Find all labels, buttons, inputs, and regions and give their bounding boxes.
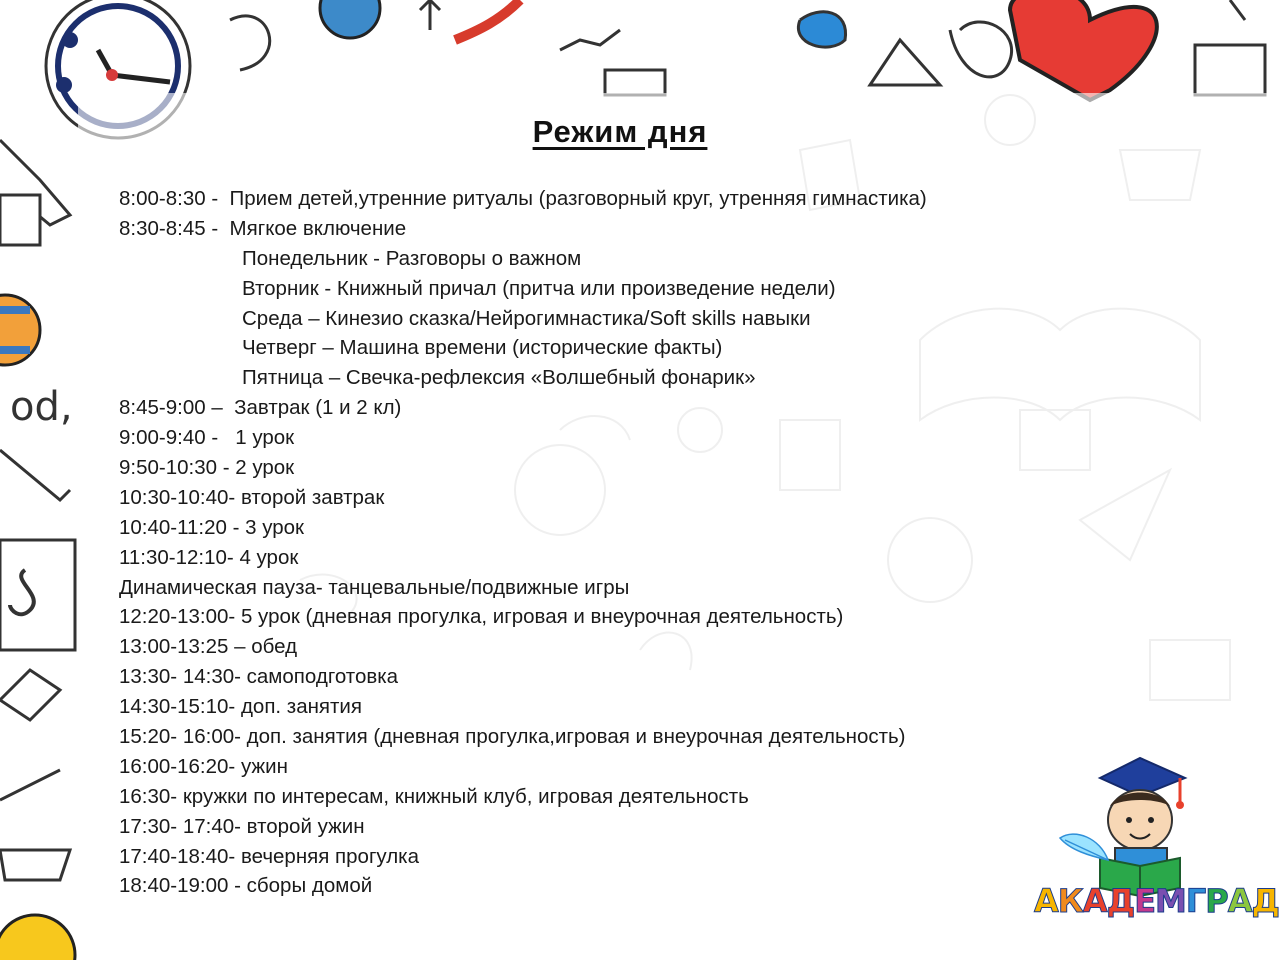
schedule-activity: 4 урок (239, 545, 299, 569)
schedule-list (119, 184, 927, 901)
schedule-time: 17:40-18:40- (119, 844, 241, 868)
logo-text (1034, 882, 1279, 920)
schedule-activity: 5 урок (дневная прогулка, игровая и внеурочная деятельность) (240, 605, 844, 629)
schedule-time: 12:20-13:00- (119, 605, 241, 629)
logo-letter: Г (1185, 882, 1206, 920)
logo-letter: Д (1251, 882, 1279, 920)
schedule-item (119, 543, 927, 573)
svg-text:od,: od, (10, 384, 73, 430)
schedule-activity: 1 урок (235, 426, 295, 450)
schedule-time: 13:00-13:25 – (119, 635, 252, 659)
schedule-time: 17:30- 17:40- (119, 814, 247, 838)
logo-letter: Р (1205, 882, 1228, 920)
logo-letter: Е (1134, 882, 1156, 920)
schedule-activity: Вторник - Книжный причал (притча или произведение недели) (242, 276, 836, 300)
schedule-item (119, 453, 927, 483)
schedule-time: 8:00-8:30 - (119, 187, 230, 210)
schedule-activity: 2 урок (235, 456, 295, 480)
schedule-item (119, 632, 927, 662)
schedule-activity: обед (251, 635, 298, 659)
schedule-time: 8:30-8:45 - (119, 216, 230, 240)
schedule-activity: самоподготовка (246, 665, 399, 689)
logo-letter: А (1034, 882, 1058, 920)
logo-letter: К (1057, 882, 1083, 920)
schedule-time: 10:30-10:40- (119, 485, 241, 509)
schedule-activity: сборы домой (246, 874, 373, 898)
logo-letter: Д (1106, 882, 1135, 920)
schedule-item (119, 573, 927, 603)
schedule-subitem (119, 244, 927, 274)
schedule-activity: второй завтрак (240, 485, 385, 509)
schedule-activity: Динамическая пауза- танцевальные/подвижные игры (119, 575, 630, 599)
schedule-item (119, 782, 927, 812)
schedule-time: 8:45-9:00 – (119, 396, 235, 420)
schedule-time: 16:00-16:20- (119, 754, 241, 778)
schedule-time: 15:20- 16:00- (119, 725, 247, 749)
schedule-time: 11:30-12:10- (119, 545, 240, 569)
schedule-activity: Прием детей,утренние ритуалы (разговорный круг, утренняя гимнастика) (229, 187, 927, 210)
schedule-subitem (119, 304, 927, 334)
schedule-activity: Понедельник - Разговоры о важном (242, 246, 582, 270)
schedule-item (119, 842, 927, 872)
schedule-item (119, 423, 927, 453)
schedule-time: 14:30-15:10- (119, 695, 241, 719)
schedule-item (119, 692, 927, 722)
schedule-activity: Пятница – Свечка-рефлексия «Волшебный фонарик» (242, 366, 756, 390)
schedule-activity: 3 урок (245, 515, 305, 539)
schedule-item (119, 393, 927, 423)
schedule-activity: кружки по интересам, книжный клуб, игровая деятельность (182, 784, 749, 808)
schedule-activity: доп. занятия (дневная прогулка,игровая и внеурочная деятельность) (246, 725, 906, 749)
schedule-activity: второй ужин (246, 814, 365, 838)
schedule-item (119, 483, 927, 513)
schedule-activity: Завтрак (1 и 2 кл) (234, 396, 402, 420)
page-title: Режим дня (532, 114, 708, 149)
schedule-time: 10:40-11:20 - (119, 515, 246, 539)
schedule-item (119, 812, 927, 842)
schedule-activity: доп. занятия (240, 695, 362, 719)
schedule-time: 9:00-9:40 - (119, 426, 236, 450)
schedule-item (119, 214, 927, 244)
schedule-item (119, 602, 927, 632)
schedule-activity: Среда – Кинезио сказка/Нейрогимнастика/Soft skills навыки (242, 306, 811, 330)
schedule-subitem (119, 333, 927, 363)
schedule-item (119, 722, 927, 752)
schedule-item (119, 184, 927, 214)
schedule-item (119, 662, 927, 692)
schedule-item (119, 752, 927, 782)
schedule-activity: Четверг – Машина времени (исторические факты) (242, 336, 723, 360)
schedule-activity: ужин (240, 754, 288, 778)
schedule-time: 13:30- 14:30- (119, 665, 247, 689)
schedule-time: 9:50-10:30 - (119, 456, 236, 480)
schedule-time: 18:40-19:00 - (119, 874, 247, 898)
schedule-item (119, 871, 927, 901)
logo-letter: А (1082, 882, 1107, 920)
logo-letter: А (1227, 882, 1252, 920)
logo-letter: М (1155, 882, 1186, 920)
schedule-time: 16:30- (119, 784, 183, 808)
schedule-subitem (119, 274, 927, 304)
schedule-activity: вечерняя прогулка (240, 844, 419, 868)
schedule-item (119, 513, 927, 543)
schedule-subitem (119, 363, 927, 393)
schedule-activity: Мягкое включение (229, 216, 407, 240)
